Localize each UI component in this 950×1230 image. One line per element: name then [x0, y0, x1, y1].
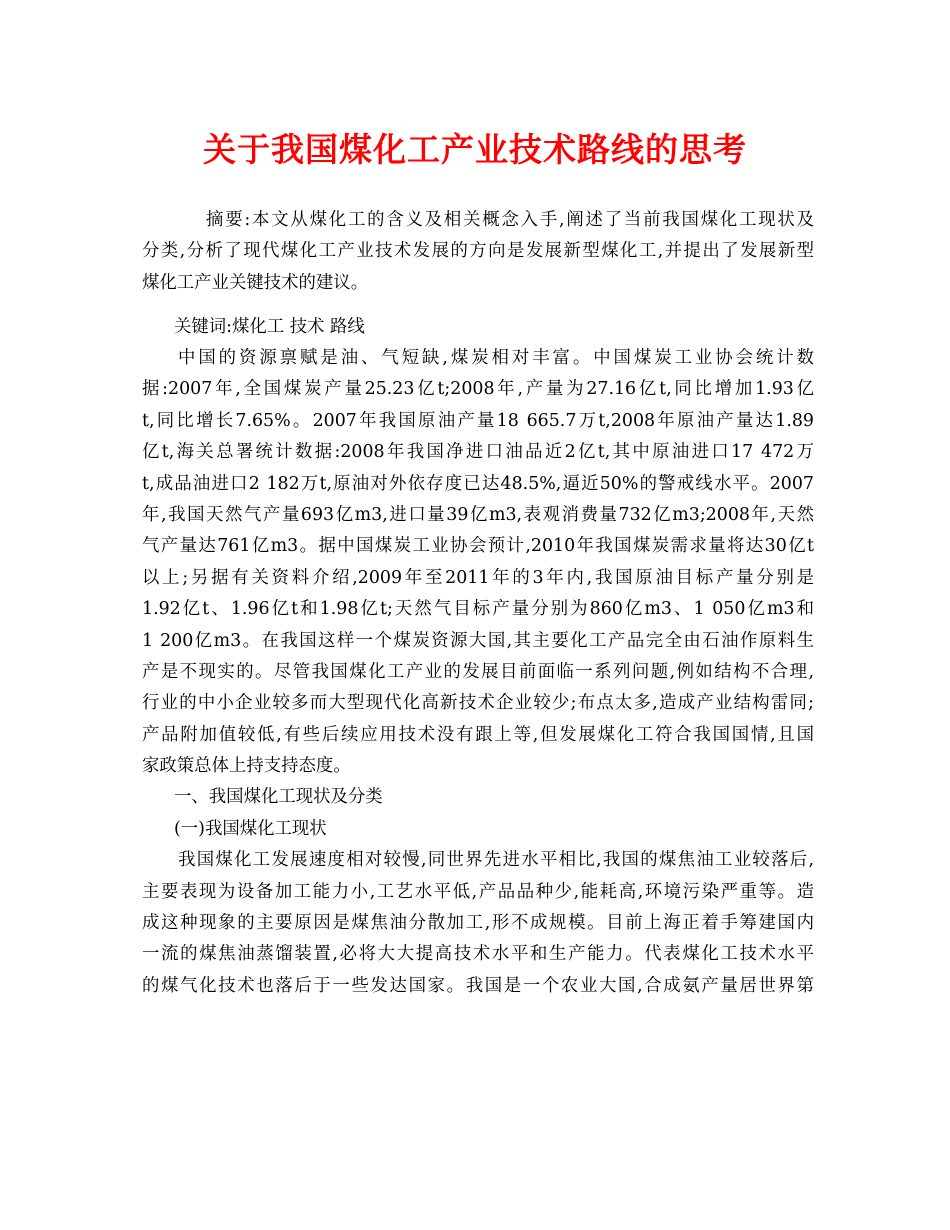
status-line: 一流的煤焦油蒸馏装置,必将大大提高技术水平和生产能力。代表煤化工技术水平 [142, 944, 814, 965]
intro-line: 产是不现实的。尽管我国煤化工产业的发展目前面临一系列问题,例如结构不合理, [142, 661, 814, 682]
main-content [142, 343, 814, 1002]
intro-line: 1.92亿t、1.96亿t和1.98亿t;天然气目标产量分别为860亿m3、1 050亿m3和 [142, 599, 814, 620]
abstract-line: 煤化工产业关键技术的建议。 [142, 272, 369, 293]
intro-line: t,成品油进口2 182万t,原油对外依存度已达48.5%,逼近50%的警戒线水平。2007 [142, 473, 814, 494]
intro-line: 据:2007年,全国煤炭产量25.23亿t;2008年,产量为27.16亿t,同比增加1.93亿 [142, 379, 814, 400]
keywords-line: 关键词:煤化工 技术 路线 [174, 317, 365, 337]
intro-line: 年,我国天然气产量693亿m3,进口量39亿m3,表观消费量732亿m3;2008年,天然 [142, 504, 814, 525]
intro-line: 家政策总体上持支持态度。 [142, 756, 351, 777]
intro-line: 1 200亿m3。在我国这样一个煤炭资源大国,其主要化工产品完全由石油作原料生 [142, 630, 814, 651]
abstract-line: 分类,分析了现代煤化工产业技术发展的方向是发展新型煤化工,并提出了发展新型 [142, 241, 814, 262]
status-line: 我国煤化工发展速度相对较慢,同世界先进水平相比,我国的煤焦油工业较落后, [178, 850, 814, 871]
abstract-paragraph [142, 205, 814, 299]
intro-line: 以上;另据有关资料介绍,2009年至2011年的3年内,我国原油目标产量分别是 [142, 567, 814, 588]
intro-line: 气产量达761亿m3。据中国煤炭工业协会预计,2010年我国煤炭需求量将达30亿t [142, 536, 814, 557]
keywords-paragraph [142, 312, 814, 343]
intro-line: 亿t,海关总署统计数据:2008年我国净进口油品近2亿t,其中原油进口17 472万 [142, 442, 814, 463]
status-line: 的煤气化技术也落后于一些发达国家。我国是一个农业大国,合成氨产量居世界第 [142, 975, 814, 996]
intro-line: 中国的资源禀赋是油、气短缺,煤炭相对丰富。中国煤炭工业协会统计数 [178, 348, 814, 368]
intro-line: 行业的中小企业较多而大型现代化高新技术企业较少;布点太多,造成产业结构雷同; [142, 693, 814, 714]
status-line: 成这种现象的主要原因是煤焦油分散加工,形不成规模。目前上海正着手筹建国内 [142, 913, 814, 934]
abstract-line: 摘要:本文从煤化工的含义及相关概念入手,阐述了当前我国煤化工现状及 [206, 210, 814, 230]
intro-line: 产品附加值较低,有些后续应用技术没有跟上等,但发展煤化工符合我国国情,且国 [142, 724, 814, 745]
subsection-heading: (一)我国煤化工现状 [174, 818, 327, 839]
section-heading: 一、我国煤化工现状及分类 [174, 787, 383, 808]
document-title: 关于我国煤化工产业技术路线的思考 [203, 130, 747, 169]
status-line: 主要表现为设备加工能力小,工艺水平低,产品品种少,能耗高,环境污染严重等。造 [142, 881, 814, 902]
intro-line: t,同比增长7.65%。2007年我国原油产量18 665.7万t,2008年原油产量达1.89 [142, 410, 814, 431]
